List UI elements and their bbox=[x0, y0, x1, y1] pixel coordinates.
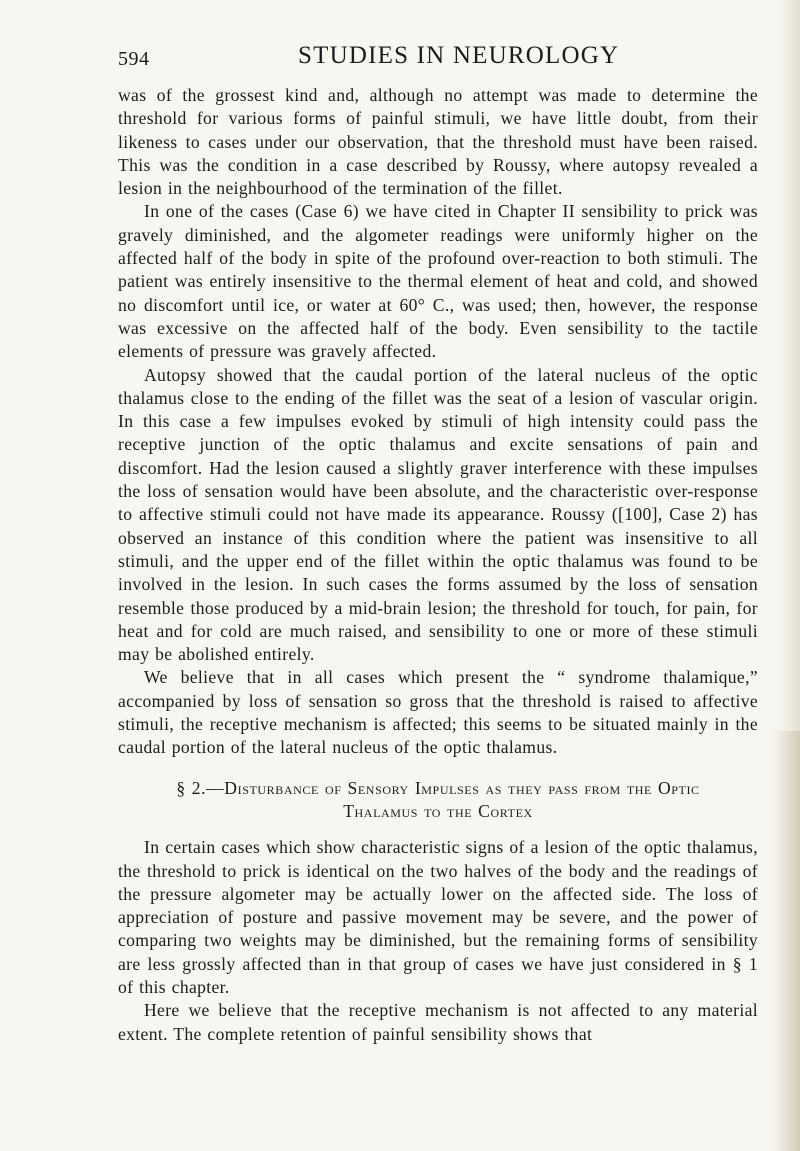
paragraph: We believe that in all cases which present the “ syndrome thalamique,” accompanied by loss of sensation so gross that the threshold is raised to affective stimuli, the receptive mechanism is affected; this seems to be situated mainly in the caudal portion of the lateral nucleus of the optic thalamus. bbox=[118, 667, 758, 758]
paragraph: In one of the cases (Case 6) we have cited in Chapter II sensibility to prick was gravely diminished, and the algometer readings were uniformly higher on the affected half of the body in spite of the profound over-reaction to both stimuli. The patient was entirely insensitive to the thermal element of heat and cold, and showed no discomfort until ice, or water at 60° C., was used; then, however, the response was excessive on the affected half of the body. Even sensibility to the tactile elements of pressure was gravely affected. bbox=[118, 201, 758, 362]
page-number: 594 bbox=[118, 48, 150, 70]
paragraph: was of the grossest kind and, although no attempt was made to determine the threshold for various forms of painful stimuli, we have little doubt, from their likeness to cases under our observation, that the threshold must have been raised. This was the condition in a case described by Roussy, where autopsy revealed a lesion in the neighbourhood of the termination of the fillet. bbox=[118, 85, 758, 199]
section-heading-line-1: § 2.—Disturbance of Sensory Impulses as they pass from the Optic bbox=[176, 777, 700, 798]
paragraph: Here we believe that the receptive mechanism is not affected to any material extent. The complete retention of painful sensibility shows that bbox=[118, 1000, 758, 1044]
body-text bbox=[118, 84, 758, 1046]
paragraph: Autopsy showed that the caudal portion of the lateral nucleus of the optic thalamus close to the ending of the fillet was the seat of a lesion of vascular origin. In this case a few impulses evoked by stimuli of high intensity could pass the receptive junction of the optic thalamus and excite sensations of pain and discomfort. Had the lesion caused a slightly graver interference with these impulses the loss of sensation would have been absolute, and the characteristic over-response to affective stimuli could not have made its appearance. Roussy ([100], Case 2) has observed an instance of this condition where the patient was insensitive to all stimuli, and the upper end of the fillet within the optic thalamus was found to be involved in the lesion. In such cases the forms assumed by the loss of sensation resemble those produced by a mid-brain lesion; the threshold for touch, for pain, for heat and for cold are much raised, and sensibility to one or more of these stimuli may be abolished entirely. bbox=[118, 364, 758, 665]
running-head: STUDIES IN NEUROLOGY bbox=[298, 42, 620, 69]
section-heading bbox=[118, 777, 758, 824]
paragraph: In certain cases which show characteristic signs of a lesion of the optic thalamus, the threshold to prick is identical on the two halves of the body and the readings of the pressure algometer may be actually lower on the affected side. The loss of appreciation of posture and passive movement may be severe, and the power of comparing two weights may be diminished, but the remaining forms of sensibility are less grossly affected than in that group of cases we have just considered in § 1 of this chapter. bbox=[118, 837, 758, 997]
page-header bbox=[118, 42, 754, 76]
section-heading-line-2: Thalamus to the Cortex bbox=[343, 800, 533, 821]
page-corner-shadow bbox=[770, 731, 800, 1151]
